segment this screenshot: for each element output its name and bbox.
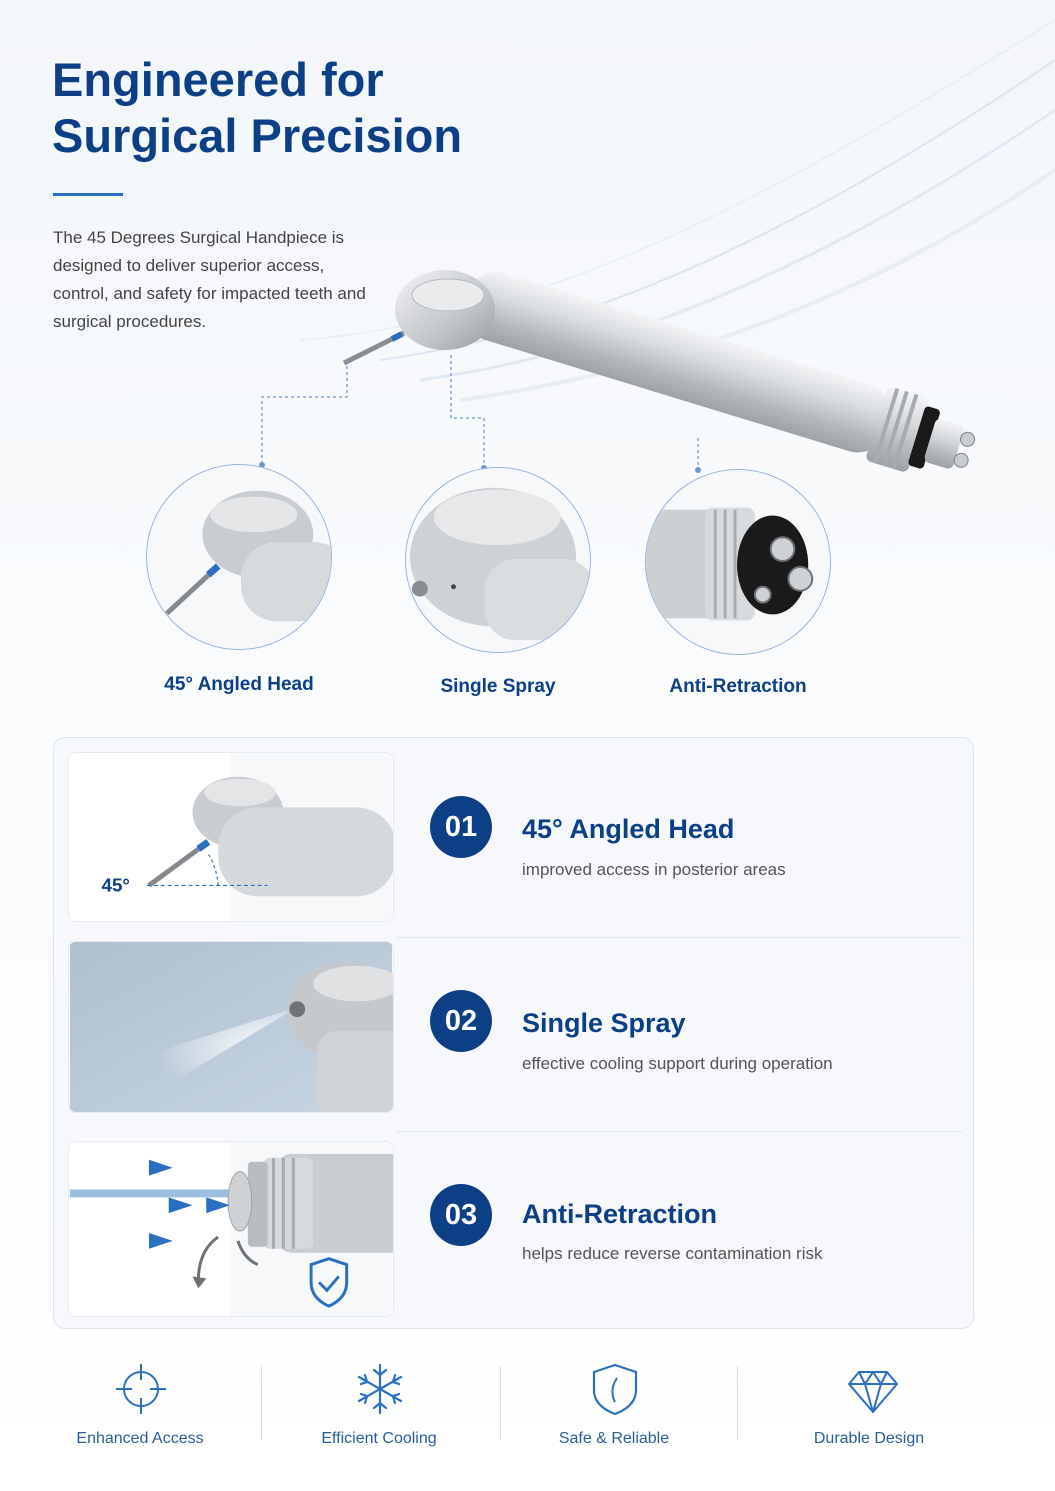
diamond-icon: [843, 1362, 903, 1416]
callout-single-spray-image: [405, 467, 591, 653]
callout-anti-retraction-image: [645, 469, 831, 655]
page-title: [52, 52, 572, 164]
feature-number-1: 01: [430, 796, 492, 858]
benefit-label: Efficient Cooling: [321, 1430, 437, 1447]
title-underline: [53, 193, 123, 196]
benefit-efficient-cooling: [259, 1362, 499, 1462]
feature-title-3: Anti-Retraction: [522, 1199, 717, 1229]
feature-row-3: [54, 1128, 975, 1308]
callout-angled-head-image: [146, 464, 332, 650]
snowflake-icon: [354, 1362, 406, 1416]
title-line-2: Surgical Precision: [52, 109, 463, 162]
benefit-durable-design: [749, 1362, 989, 1462]
feature-image-angled-head: [68, 752, 394, 922]
feature-image-single-spray: [68, 941, 394, 1113]
benefit-label: Enhanced Access: [76, 1430, 204, 1447]
handpiece-hero-image: [330, 255, 1030, 515]
shield-icon: [589, 1362, 641, 1416]
benefit-divider: [737, 1366, 738, 1440]
benefit-label: Safe & Reliable: [558, 1430, 670, 1447]
feature-panel: [53, 737, 974, 1329]
benefit-enhanced-access: [20, 1362, 260, 1462]
feature-row-2: [54, 928, 975, 1108]
feature-title-2: Single Spray: [522, 1008, 686, 1038]
feature-description-3: helps reduce reverse contamination risk: [522, 1244, 823, 1263]
feature-title-1: 45° Angled Head: [522, 814, 735, 844]
callout-label-anti-retraction: Anti-Retraction: [669, 676, 807, 697]
intro-text: The 45 Degrees Surgical Handpiece is designed to deliver superior access, control, and safety for impacted teeth and surgical procedures.: [53, 228, 366, 331]
feature-description-1: improved access in posterior areas: [522, 860, 786, 879]
crosshair-icon: [115, 1362, 167, 1416]
feature-row-1: [54, 738, 975, 918]
feature-number-3: 03: [430, 1184, 492, 1246]
feature-number-2: 02: [430, 990, 492, 1052]
benefit-safe-reliable: [494, 1362, 734, 1462]
benefit-label: Durable Design: [813, 1430, 925, 1447]
title-line-1: Engineered for: [52, 53, 384, 106]
callout-label-single-spray: Single Spray: [440, 676, 556, 697]
feature-image-anti-retraction: [68, 1141, 394, 1317]
callout-label-angled-head: 45° Angled Head: [164, 674, 314, 695]
feature-description-2: effective cooling support during operation: [522, 1054, 833, 1073]
angle-annotation: 45°: [101, 874, 130, 896]
